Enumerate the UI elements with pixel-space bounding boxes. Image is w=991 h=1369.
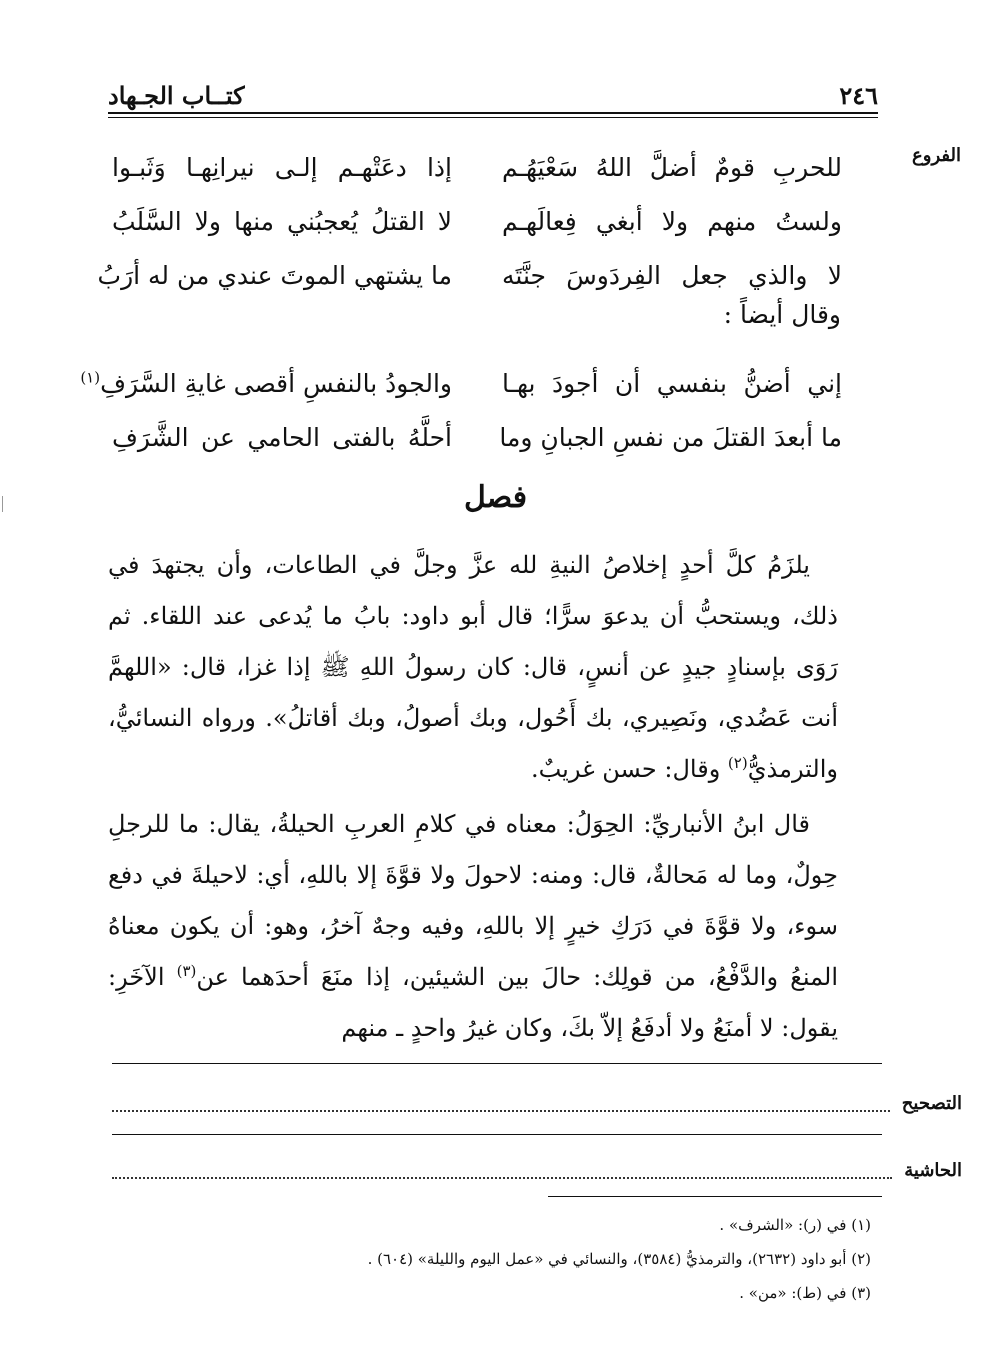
- footnote: (١) في (ر): «الشرف» .: [719, 1216, 871, 1234]
- book-title: كتــاب الجـهاد: [108, 81, 245, 110]
- verse-second-hemistich: لا القتلُ يُعجبُني منها ولا السَّلَبُ: [112, 206, 452, 236]
- poem-block-two: [80, 356, 842, 464]
- poem-intro: وقال أيضاً :: [723, 300, 841, 329]
- paragraph-text: قال ابنُ الأنباريِّ: الحِوَلُ: معناه في كلامِ العربِ الحيلةُ، يقال: ما للرجلِ حِولٌ، وما له مَحالةٌ، قال: ومنه: لاحولَ ولا قوَّةَ إلا باللهِ، أي: لاحيلةَ في دفع سوء، ولا قوَّةَ في دَرَكِ خيرٍ إلا باللهِ، وفيه وجهٌ آخرُ، وهو: أن يكون معناهُ المنعُ والدَّفْعُ، من قولِك: حالَ بين الشيئين، إذا منَعَ أحدَهما عن: [108, 810, 839, 991]
- divider-rule: [112, 1134, 882, 1135]
- poem-block-one: [97, 140, 842, 302]
- verse-second-hemistich: إذا دعَتْهـم إلـى نيرانِهـا وَثَبـوا: [112, 152, 452, 182]
- paragraph-text: وقال: حسن غريبٌ.: [530, 755, 728, 783]
- footnotes: [111, 1208, 871, 1310]
- footnote-ref[interactable]: (١): [80, 368, 101, 387]
- correction-label: التصحيح: [901, 1093, 962, 1114]
- margin-notes-dots: [112, 1167, 892, 1179]
- section-title: فصل: [463, 480, 528, 515]
- verse: [112, 194, 842, 248]
- body-text: [108, 540, 838, 1058]
- header-rule-thin: [108, 117, 878, 118]
- verse-second-hemistich: [80, 368, 452, 398]
- margin-label: الفروع: [912, 145, 961, 166]
- verse-first-hemistich: ولستُ منهم ولا أبغي فِعالَهـم: [502, 206, 842, 236]
- footnote-ref[interactable]: (٢): [727, 754, 748, 772]
- verse: [112, 140, 842, 194]
- verse-first-hemistich: للحربِ قومٌ أضلَّ اللهُ سَعْيَهُـم: [502, 152, 842, 182]
- footnotes-separator: [548, 1196, 882, 1197]
- hemistich-text: والجودُ بالنفسِ أقصى غايةِ السَّرَفِ: [100, 368, 452, 398]
- verse: [80, 356, 842, 410]
- paragraph: [108, 540, 838, 795]
- header-rule: [108, 112, 878, 114]
- running-head: [108, 70, 878, 110]
- page-number: ٢٤٦: [839, 81, 878, 110]
- verse: [112, 410, 842, 464]
- paragraph: [108, 799, 838, 1054]
- verse-first-hemistich: إني أضنُّ بنفسي أن أجودَ بهـا: [502, 368, 842, 398]
- verse-second-hemistich: ما يشتهي الموتَ عندي من له أرَبُ: [97, 260, 452, 290]
- footnote-rule: [112, 1063, 882, 1064]
- verse: [97, 248, 842, 302]
- verse-first-hemistich: ما أبعدَ القتلَ من نفسِ الجبانِ وما: [499, 422, 842, 452]
- footnote: (٢) أبو داود (٢٦٣٢)، والترمذيُّ (٣٥٨٤)، والنسائي في «عمل اليوم والليلة» (٦٠٤) .: [367, 1250, 871, 1268]
- footnote-ref[interactable]: (٣): [176, 962, 197, 980]
- correction-field: [112, 1093, 962, 1114]
- verse-first-hemistich: لا والذي جعل الفِردَوسَ جنَّتَه: [502, 260, 842, 290]
- margin-notes-label: الحاشية: [904, 1160, 962, 1181]
- paragraph-text: الآخَرِ: يقول: لا أمنَعُ ولا أدفَعُ إلاّ بكَ، وكان غيرُ واحدٍ ـ منهم: [108, 963, 838, 1042]
- verse-second-hemistich: أحلَّهُ بالفتى الحامي عن الشَّرَفِ: [112, 422, 452, 452]
- margin-notes-field: [112, 1160, 962, 1181]
- footnote: (٣) في (ط): «من» .: [739, 1284, 871, 1302]
- correction-dots: [112, 1100, 890, 1112]
- paragraph-text: يلزَمُ كلَّ أحدٍ إخلاصُ النيةِ لله عزَّ وجلَّ في الطاعات، وأن يجتهدَ في ذلك، ويستحبُّ أن يدعوَ سرًّا؛ قال أبو داود: بابُ ما يُدعى عند اللقاء. ثم رَوَى بإسنادٍ جيدٍ عن أنسٍ، قال: كان رسولُ اللهِ ﷺ إذا غزا، قال: «اللهمَّ أنت عَضُدي، ونَصِيري، بك أَحُول، وبك أصولُ، وبك أقاتلُ». ورواه النسائيُّ، والترمذيُّ: [108, 551, 838, 783]
